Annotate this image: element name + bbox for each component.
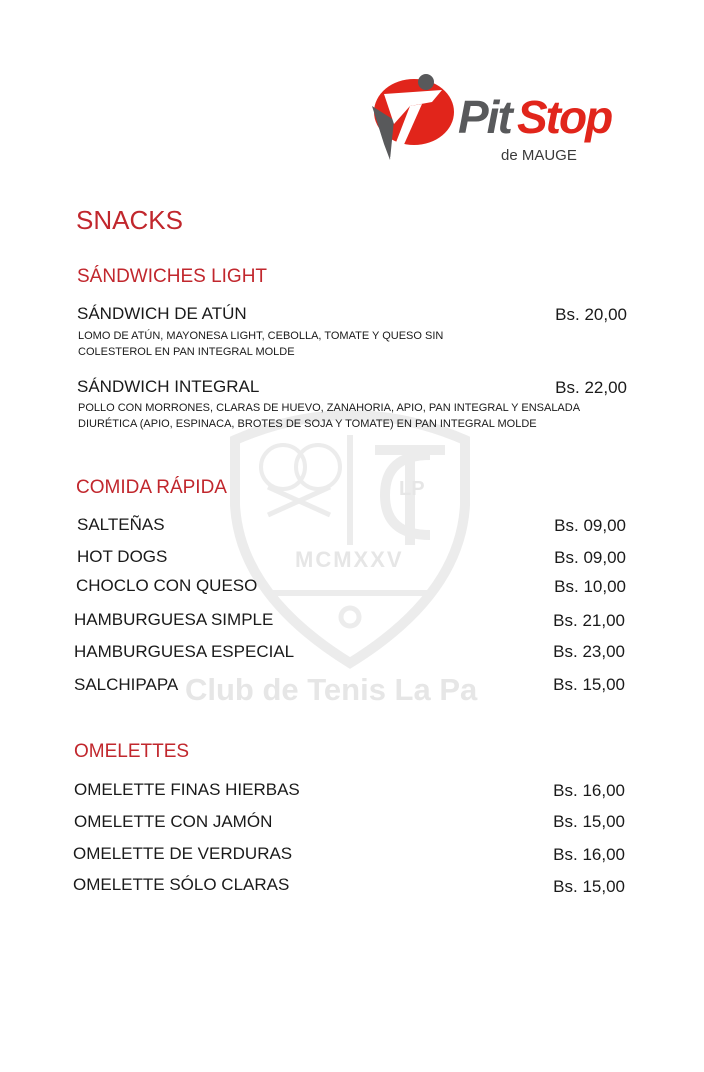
menu-item-name: SALCHIPAPA <box>74 675 179 694</box>
menu-title: SNACKS <box>76 205 183 235</box>
section-heading-omelettes: OMELETTES <box>74 741 190 762</box>
menu-item-price: Bs. 22,00 <box>555 378 627 397</box>
pitstop-emblem-icon <box>370 72 460 167</box>
menu-item-name: OMELETTE DE VERDURAS <box>73 844 293 863</box>
pitstop-logo <box>370 72 640 167</box>
menu-item-description <box>78 328 608 360</box>
menu-item-name: HAMBURGUESA ESPECIAL <box>74 642 295 661</box>
menu-item-price: Bs. 21,00 <box>553 611 625 630</box>
crest-monogram: LP <box>399 478 425 500</box>
menu-item-name: OMELETTE CON JAMÓN <box>74 812 273 831</box>
menu-item-price: Bs. 09,00 <box>554 548 626 567</box>
section-heading-sandwiches: SÁNDWICHES LIGHT <box>77 266 268 287</box>
menu-item-name: OMELETTE FINAS HIERBAS <box>74 780 300 799</box>
menu-item-price: Bs. 15,00 <box>553 812 625 831</box>
menu-item-price: Bs. 15,00 <box>553 877 625 896</box>
menu-item-price: Bs. 10,00 <box>554 577 626 596</box>
description-line: COLESTEROL EN PAN INTEGRAL MOLDE <box>78 346 295 358</box>
section-heading-comida-rapida: COMIDA RÁPIDA <box>76 477 227 498</box>
menu-item-price: Bs. 16,00 <box>553 845 625 864</box>
menu-item-price: Bs. 16,00 <box>553 781 625 800</box>
menu-item-name: HAMBURGUESA SIMPLE <box>74 610 274 629</box>
menu-item-name: SÁNDWICH DE ATÚN <box>77 304 247 323</box>
description-line: DIURÉTICA (APIO, ESPINACA, BROTES DE SOJA Y TOMATE) EN PAN INTEGRAL MOLDE <box>78 418 537 430</box>
crest-roman-numeral: MCMXXV <box>295 547 404 572</box>
menu-item-price: Bs. 20,00 <box>555 305 627 324</box>
menu-item-name: SALTEÑAS <box>77 515 165 534</box>
menu-item-name: SÁNDWICH INTEGRAL <box>77 377 260 396</box>
menu-item-name: OMELETTE SÓLO CLARAS <box>73 875 290 894</box>
club-watermark-text: Club de Tenis La Pa <box>185 672 478 707</box>
menu-item-name: HOT DOGS <box>77 547 168 566</box>
description-line: LOMO DE ATÚN, MAYONESA LIGHT, CEBOLLA, TOMATE Y QUESO SIN <box>78 330 444 342</box>
menu-item-price: Bs. 23,00 <box>553 642 625 661</box>
menu-item-price: Bs. 09,00 <box>554 516 626 535</box>
menu-item-price: Bs. 15,00 <box>553 675 625 694</box>
brand-subtitle: de MAUGE <box>501 147 577 164</box>
menu-item-description <box>78 400 608 432</box>
brand-name-pit: Pit <box>458 91 511 143</box>
brand-name-stop: Stop <box>517 91 612 143</box>
menu-item-name: CHOCLO CON QUESO <box>76 576 258 595</box>
description-line: POLLO CON MORRONES, CLARAS DE HUEVO, ZANAHORIA, APIO, PAN INTEGRAL Y ENSALADA <box>78 402 581 414</box>
